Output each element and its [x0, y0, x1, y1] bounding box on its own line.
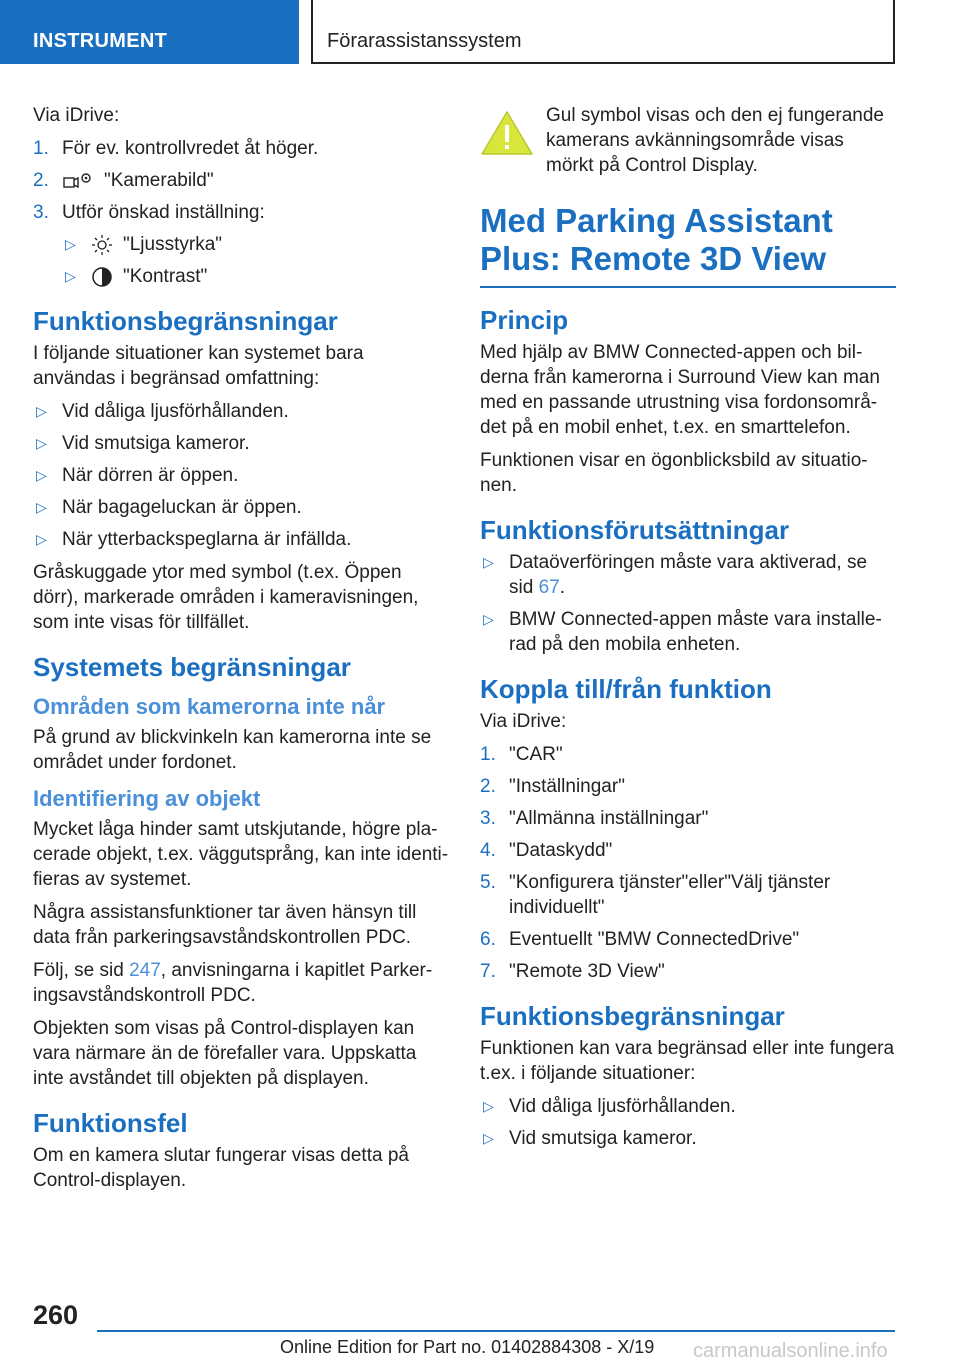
warning-text: Gul symbol visas och den ej fungerande kamerans avkänningsområde visas mörkt på Control Display. — [546, 105, 884, 176]
list-item: ▷ Vid smutsiga kameror. — [36, 433, 250, 454]
heading-malfunction: Funktionsfel — [33, 1108, 188, 1138]
step-number: 2. — [480, 776, 496, 797]
header-chapter-box — [311, 0, 895, 64]
list-item: ▷ När bagageluckan är öppen. — [36, 497, 302, 518]
limitations-list — [33, 399, 449, 552]
list-item — [480, 806, 896, 831]
prereq-post: . — [559, 577, 565, 598]
right-column — [480, 103, 896, 1159]
limitations-list-right — [480, 1094, 896, 1151]
step-number: 6. — [480, 929, 496, 950]
follow-post: , anvisningarna i kapitlet Parker-ingsavståndskontroll PDC. — [33, 960, 433, 1006]
step-text: "CAR" — [509, 744, 563, 765]
step-text: "Allmänna inställningar" — [509, 808, 709, 829]
page-link-247[interactable]: 247 — [129, 960, 161, 981]
list-item: ▷ "Kontrast" — [65, 266, 208, 287]
principle-text: Med hjälp av BMW Connected-appen och bil-derna från kamerorna i Surround View kan man med en passande utrustning visa fordonsområ-det på en mobil enhet, t.ex. en smarttelefon. — [480, 342, 880, 438]
object-ident-text: Mycket låga hinder samt utskjutande, högre pla-cerade objekt, t.ex. väggutsprång, kan inte identi-fieras av systemet. — [33, 819, 449, 890]
step-text: "Kamerabild" — [104, 170, 214, 191]
step-text: "Remote 3D View" — [509, 961, 665, 982]
step-number: 4. — [480, 840, 496, 861]
assist-text: Några assistansfunktioner tar även hänsyn till data från parkeringsavståndskontrollen PDC. — [33, 902, 417, 948]
malfunction-text: Om en kamera slutar fungerar visas detta på Control-displayen. — [33, 1145, 409, 1191]
heading-toggle-function: Koppla till/från funktion — [480, 674, 772, 704]
step-number: 2. — [33, 170, 49, 191]
warning-note — [480, 103, 896, 178]
list-item: ▷ När ytterbackspeglarna är infällda. — [36, 529, 352, 550]
list-item — [33, 168, 449, 193]
heading-remote-3d-view: Med Parking Assistant Plus: Remote 3D View — [480, 202, 896, 288]
limitations-intro: I följande situationer kan systemet bara användas i begränsad omfattning: — [33, 343, 364, 389]
step-number: 1. — [480, 744, 496, 765]
list-item — [480, 742, 896, 767]
heading-principle: Princip — [480, 305, 569, 335]
list-item: ▷ BMW Connected-appen måste vara installe-rad på den mobila enheten. — [483, 609, 882, 655]
toggle-steps-list — [480, 742, 896, 984]
via-idrive-text: Via iDrive: — [33, 105, 120, 126]
limitation-text: När ytterbackspeglarna är infällda. — [62, 529, 352, 550]
list-item — [480, 927, 896, 952]
heading-prerequisites: Funktionsförutsättningar — [480, 515, 790, 545]
list-item: ▷ Vid dåliga ljusförhållanden. — [483, 1096, 736, 1117]
step-text: "Inställningar" — [509, 776, 625, 797]
heading-limitations-right: Funktionsbegränsningar — [480, 1001, 785, 1031]
header-section: INSTRUMENT — [33, 30, 168, 52]
camera-settings-icon — [62, 171, 94, 191]
grey-areas-text: Gråskuggade ytor med symbol (t.ex. Öppen dörr), markerade områden i kameravisningen, som inte visas för tillfället. — [33, 562, 419, 633]
heading-camera-areas: Områden som kamerorna inte når — [33, 694, 386, 719]
prereq-text: Dataöverföringen måste vara aktiverad, se sid — [509, 552, 868, 598]
snapshot-text: Funktionen visar en ögonblicksbild av situatio-nen. — [480, 450, 868, 496]
step-number: 7. — [480, 961, 496, 982]
step-text: "Konfigurera tjänster"eller"Välj tjänster individuellt" — [509, 872, 831, 918]
list-item: ▷ Vid smutsiga kameror. — [483, 1128, 697, 1149]
camera-steps-list — [33, 136, 449, 289]
footer-line — [97, 1330, 895, 1332]
list-item: ▷ "Ljusstyrka" — [65, 234, 223, 255]
substep-text: "Ljusstyrka" — [123, 234, 223, 255]
warning-triangle-icon — [480, 109, 534, 157]
page-number: 260 — [33, 1300, 79, 1330]
step-text: "Dataskydd" — [509, 840, 613, 861]
limitation-text: Vid dåliga ljusförhållanden. — [62, 401, 289, 422]
step-number: 3. — [33, 202, 49, 223]
page-link-67[interactable]: 67 — [538, 577, 560, 598]
step-text: Eventuellt "BMW ConnectedDrive" — [509, 929, 800, 950]
limitation-text: När dörren är öppen. — [62, 465, 239, 486]
list-item: ▷ Dataöverföringen måste vara aktiverad, se sid 67. — [483, 552, 868, 598]
objects-text: Objekten som visas på Control-displayen kan vara närmare än de förefaller vara. Uppskatta inte avståndet till objekten på displayen. — [33, 1018, 417, 1089]
list-item — [33, 136, 449, 161]
heading-system-limits: Systemets begränsningar — [33, 652, 351, 682]
limitation-text: Vid dåliga ljusförhållanden. — [509, 1096, 736, 1117]
brightness-icon — [91, 234, 113, 256]
left-column — [33, 103, 449, 1201]
list-item — [480, 959, 896, 984]
contrast-icon — [91, 266, 113, 288]
footer-edition: Online Edition for Part no. 01402884308 - X/19 — [280, 1337, 655, 1357]
list-item — [480, 774, 896, 799]
header-chapter: Förarassistanssystem — [327, 30, 522, 52]
follow-pre: Följ, se sid — [33, 960, 130, 981]
camera-areas-text: På grund av blickvinkeln kan kamerorna inte se området under fordonet. — [33, 727, 432, 773]
via-idrive-text: Via iDrive: — [480, 711, 567, 732]
list-item — [33, 200, 449, 225]
prereq-text: BMW Connected-appen måste vara installe-rad på den mobila enheten. — [509, 609, 882, 655]
limitation-text: Vid smutsiga kameror. — [509, 1128, 697, 1149]
header-section-tab — [0, 0, 299, 64]
step-number: 5. — [480, 872, 496, 893]
watermark: carmanualsonline.info — [693, 1340, 888, 1362]
step-number: 1. — [33, 138, 49, 159]
heading-object-ident: Identifiering av objekt — [33, 786, 261, 811]
list-item — [480, 870, 896, 920]
step-text: För ev. kontrollvredet åt höger. — [62, 138, 319, 159]
limitations-intro-right: Funktionen kan vara begränsad eller inte fungera t.ex. i följande situationer: — [480, 1038, 895, 1084]
follow-text — [33, 958, 449, 1008]
heading-limitations: Funktionsbegränsningar — [33, 306, 338, 336]
limitation-text: När bagageluckan är öppen. — [62, 497, 302, 518]
limitation-text: Vid smutsiga kameror. — [62, 433, 250, 454]
step-text: Utför önskad inställning: — [62, 202, 265, 223]
prerequisites-list — [480, 550, 896, 657]
substep-text: "Kontrast" — [123, 266, 208, 287]
list-item — [480, 838, 896, 863]
list-item: ▷ Vid dåliga ljusförhållanden. — [36, 401, 289, 422]
step-number: 3. — [480, 808, 496, 829]
list-item: ▷ När dörren är öppen. — [36, 465, 239, 486]
